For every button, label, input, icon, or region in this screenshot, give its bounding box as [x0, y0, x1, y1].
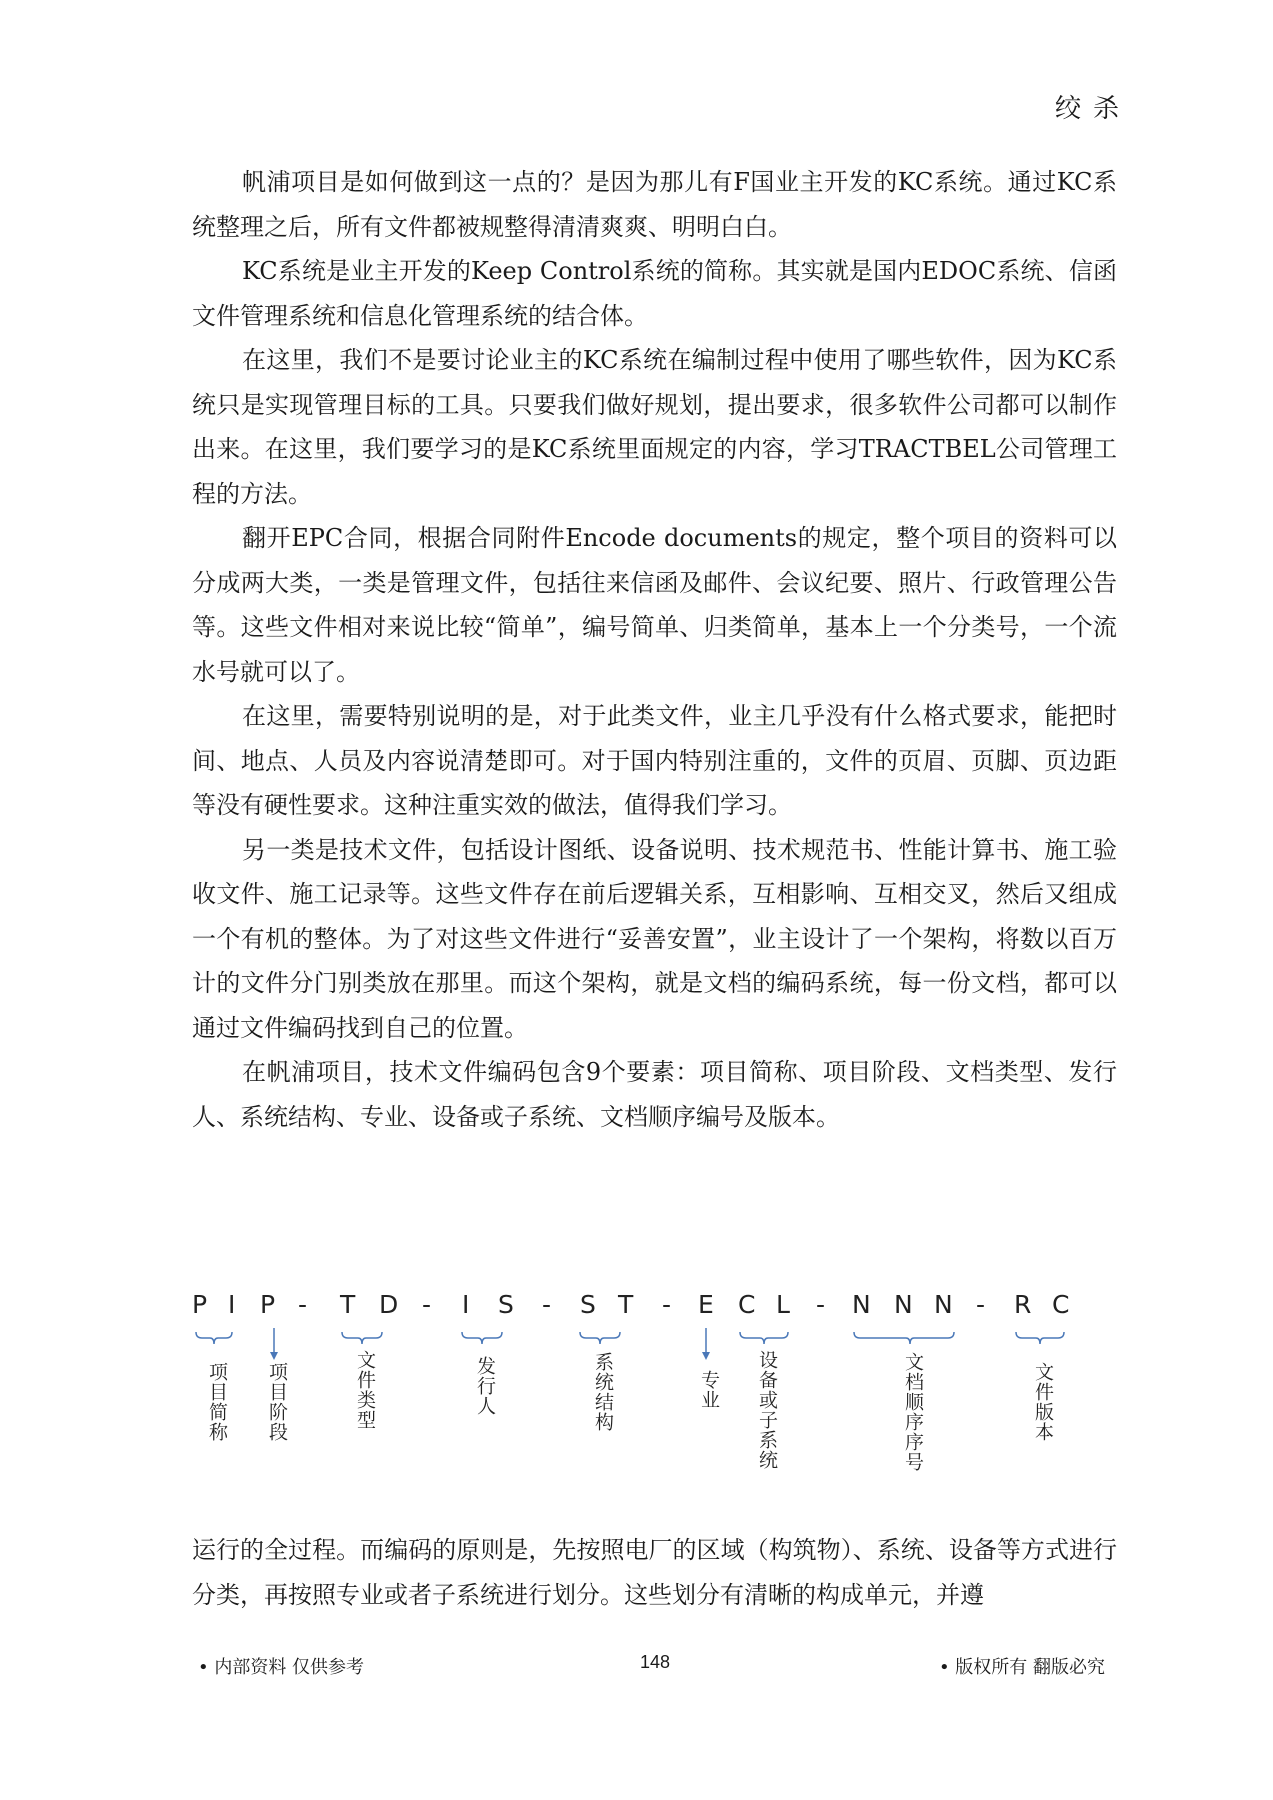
footer-left-note: • 内部资料 仅供参考 — [198, 1657, 365, 1678]
code-letter: C — [1052, 1290, 1070, 1319]
code-letter: C — [738, 1290, 756, 1319]
bracket — [462, 1332, 502, 1344]
label-system-structure: 系统结构 — [592, 1352, 614, 1432]
code-letter: N — [894, 1290, 913, 1319]
bracket — [1016, 1332, 1064, 1344]
code-letter: T — [340, 1290, 356, 1319]
code-letter: - — [816, 1290, 826, 1319]
code-letter: S — [498, 1290, 514, 1319]
bracket — [196, 1332, 232, 1344]
paragraph: 运行的全过程。而编码的原则是，先按照电厂的区域（构筑物）、系统、设备等方式进行分类，再按照专业或者子系统进行划分。这些划分有清晰的构成单元，并遵 — [192, 1536, 1117, 1609]
paragraph: 在这里，需要特别说明的是，对于此类文件，业主几乎没有什么格式要求，能把时间、地点、人员及内容说清楚即可。对于国内特别注重的，文件的页眉、页脚、页边距等没有硬性要求。这种注重实效的做法，值得我们学习。 — [192, 702, 1117, 819]
code-letter: R — [1014, 1290, 1032, 1319]
bracket — [854, 1332, 954, 1344]
code-letter: P — [192, 1290, 208, 1319]
paragraph: 翻开EPC合同，根据合同附件Encode documents的规定，整个项目的资料可以分成两大类，一类是管理文件，包括往来信函及邮件、会议纪要、照片、行政管理公告等。这些文件相对来说比较“简单”，编号简单、归类简单，基本上一个分类号，一个流水号就可以了。 — [192, 524, 1117, 686]
code-letter: - — [662, 1290, 672, 1319]
paragraph: 另一类是技术文件，包括设计图纸、设备说明、技术规范书、性能计算书、施工验收文件、施工记录等。这些文件存在前后逻辑关系，互相影响、互相交叉，然后又组成一个有机的整体。为了对这些文件进行“妥善安置”，业主设计了一个架构，将数以百万计的文件分门别类放在那里。而这个架构，就是文档的编码系统，每一份文档，都可以通过文件编码找到自己的位置。 — [192, 835, 1117, 1042]
paragraph: 在这里，我们不是要讨论业主的KC系统在编制过程中使用了哪些软件，因为KC系统只是实现管理目标的工具。只要我们做好规划，提出要求，很多软件公司都可以制作出来。在这里，我们要学习的是KC系统里面规定的内容，学习TRACTBEL公司管理工程的方法。 — [192, 346, 1117, 508]
code-letter: - — [542, 1290, 552, 1319]
label-project-phase: 项目阶段 — [266, 1362, 288, 1442]
code-letter: - — [976, 1290, 986, 1319]
code-letter: P — [260, 1290, 276, 1319]
code-letter: D — [379, 1290, 399, 1319]
continued-text — [192, 1528, 1117, 1617]
code-letter: N — [852, 1290, 871, 1319]
code-letter: N — [934, 1290, 953, 1319]
bracket-graphics — [192, 1328, 1092, 1398]
arrowhead — [702, 1352, 710, 1360]
label-sequence-number: 文档顺序序号 — [902, 1352, 924, 1472]
label-equipment-subsystem: 设备或子系统 — [756, 1350, 778, 1470]
arrowhead — [270, 1352, 278, 1360]
body-text — [192, 160, 1117, 1139]
code-letter: I — [228, 1290, 236, 1319]
code-letter: L — [776, 1290, 790, 1319]
footer-right-note: • 版权所有 翻版必究 — [938, 1657, 1105, 1678]
bracket — [342, 1332, 382, 1344]
paragraph: 帆浦项目是如何做到这一点的？是因为那儿有F国业主开发的KC系统。通过KC系统整理之后，所有文件都被规整得清清爽爽、明明白白。 — [192, 168, 1117, 241]
label-discipline: 专业 — [698, 1370, 720, 1410]
page-number: 148 — [640, 1652, 671, 1672]
code-letter: I — [462, 1290, 470, 1319]
label-project-abbreviation: 项目简称 — [206, 1362, 228, 1442]
paragraph: KC系统是业主开发的Keep Control系统的简称。其实就是国内EDOC系统、信函文件管理系统和信息化管理系统的结合体。 — [192, 257, 1117, 330]
label-document-type: 文件类型 — [354, 1350, 376, 1430]
paragraph: 在帆浦项目，技术文件编码包含9个要素：项目简称、项目阶段、文档类型、发行人、系统结构、专业、设备或子系统、文档顺序编号及版本。 — [192, 1058, 1117, 1131]
code-letter: - — [298, 1290, 308, 1319]
bracket — [580, 1332, 620, 1344]
code-letter: - — [422, 1290, 432, 1319]
label-version: 文件版本 — [1032, 1362, 1054, 1442]
code-letter: T — [618, 1290, 634, 1319]
bracket — [740, 1332, 788, 1344]
code-letter: E — [698, 1290, 714, 1319]
label-issuer: 发行人 — [474, 1356, 496, 1416]
document-code-diagram — [192, 1290, 1092, 1510]
code-letter: S — [580, 1290, 596, 1319]
running-header: 绞杀 — [1054, 94, 1131, 124]
